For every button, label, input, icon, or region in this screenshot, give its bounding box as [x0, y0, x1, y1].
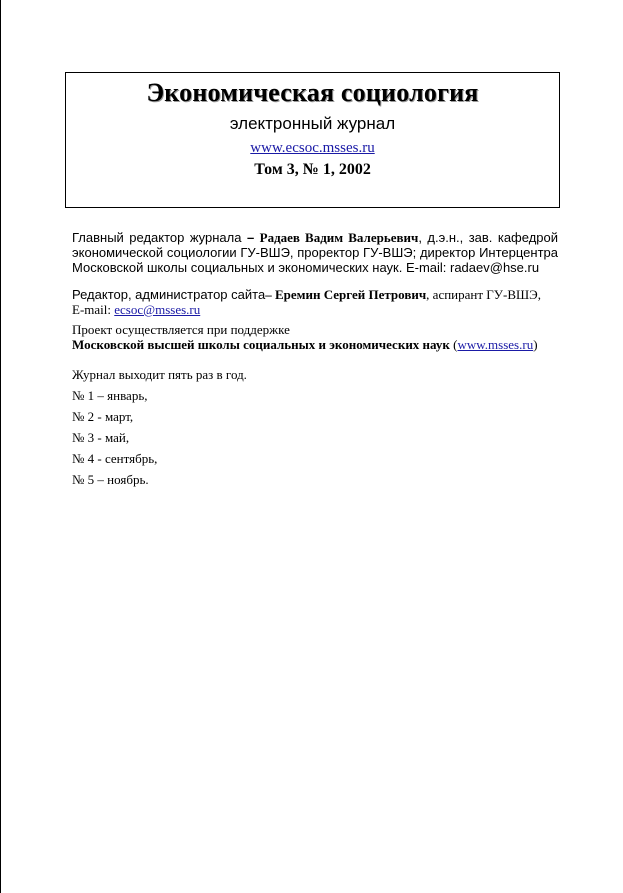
chief-editor-name: Радаев Вадим Валерьевич	[259, 230, 419, 245]
schedule-intro: Журнал выходит пять раз в год.	[72, 367, 247, 382]
editor-name: Еремин Сергей Петрович	[274, 287, 427, 302]
support-close-paren: )	[533, 337, 538, 352]
issue-item-3: № 3 - май,	[72, 430, 130, 445]
support-url-link[interactable]: www.msses.ru	[457, 337, 534, 352]
chief-editor-prefix: Главный редактор журнала	[72, 230, 247, 245]
chief-editor-details: , д.э.н., зав. кафедрой экономической социологии ГУ-ВШЭ, проректор ГУ-ВШЭ; директор Интерцентра Московской школы социальных и экономических наук. E-mail: radaev@hse.ru	[72, 230, 559, 275]
editor-details: , аспирант ГУ-ВШЭ,	[426, 287, 541, 302]
title-box	[65, 72, 560, 208]
issue-item-1: № 1 – январь,	[72, 388, 148, 403]
journal-title: Экономическая социология	[146, 78, 479, 107]
issue-item-4: № 4 - сентябрь,	[72, 451, 158, 466]
volume-info: Том 3, № 1, 2002	[254, 161, 371, 178]
editor-prefix: Редактор, администратор сайта	[72, 287, 266, 302]
issue-item-2: № 2 - март,	[72, 409, 134, 424]
editor-dash: –	[265, 287, 275, 302]
chief-editor-dash: –	[246, 230, 260, 245]
editor-paragraph	[72, 287, 558, 317]
support-open-paren: (	[449, 337, 458, 352]
issue-item-5: № 5 – ноябрь.	[72, 472, 149, 487]
journal-website-link[interactable]: www.ecsoc.msses.ru	[250, 140, 375, 156]
editor-email-label: E-mail:	[72, 302, 115, 317]
support-org: Московской высшей школы социальных и экономических наук	[72, 337, 450, 352]
support-line: Проект осуществляется при поддержке	[72, 322, 290, 337]
support-paragraph	[72, 322, 558, 352]
page-edge	[0, 0, 1, 893]
editor-email-link[interactable]: ecsoc@msses.ru	[114, 302, 201, 317]
chief-editor-paragraph	[72, 230, 558, 275]
journal-subtitle: электронный журнал	[229, 114, 396, 133]
